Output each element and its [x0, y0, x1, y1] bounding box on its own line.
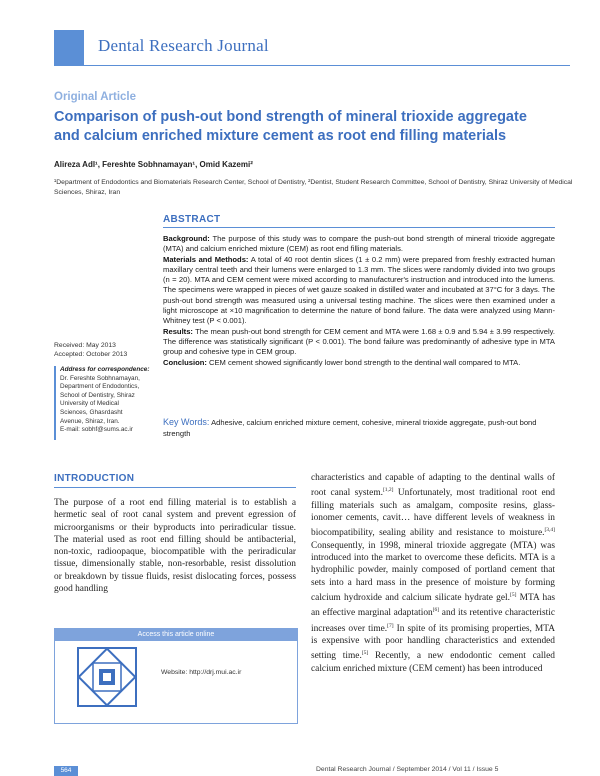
correspondence-box: Address for correspondence: Dr. Fereshte Sobhnamayan, Department of Endodontics, School of Dentistry, Shiraz University of Medical Sciences, Ghasrdasht Avenue, Shiraz, Iran. E-mail: sobhf@sums.ac.ir [54, 366, 152, 440]
keywords-label: Key Words: [163, 417, 210, 427]
received-date: Received: May 2013 [54, 342, 116, 349]
introduction-right-column: characteristics and capable of adapting to the dentinal walls of root canal system.[1,2] Unfortunately, most traditional root end filling materials such as amalgam, composite resins, glass-ionomer cements, cavit… have different levels of weakness in biocompatibility, sealing ability and resistance to moisture.[3,4] Consequently, in 1998, mineral trioxide aggregate (MTA) was introduced into the market to overcome these deficits. MTA is a hydrophilic powder, mainly composed of portland cement that sets into a hard mass in the presence of moisture by forming calcium hydroxide and calcium silicate hydrate gel.[5] MTA has an effective marginal adaptation[6] and its retentive characteristic increases over time.[7] In spite of its promising properties, MTA is expensive with poor handling characteristics and extended setting time.[5] Recently, a new endodontic cement called calcium enriched mixture (CEM cement) has been introduced [311, 473, 556, 674]
abstract-heading: ABSTRACT [163, 214, 221, 225]
article-dates [54, 341, 127, 359]
article-title [54, 108, 574, 146]
page-number: 564 [54, 766, 78, 776]
abstract-conclusion: Conclusion: CEM cement showed significantly lower bond strength to the dentinal wall compared to MTA. [163, 357, 521, 367]
access-heading: Access this article online [55, 629, 297, 641]
title-line-1: Comparison of push-out bond strength of mineral trioxide aggregate [54, 109, 527, 125]
introduction-divider [54, 487, 296, 488]
abstract-results: Results: The mean push-out bond strength for CEM cement and MTA were 1.68 ± 0.9 and 5.94 ± 3.99 respectively. The difference was statistically significant (P < 0.001). The bond failure was predominantly of adhesive type in MTA group and cohesive type in CEM group. [163, 326, 555, 357]
footer-citation: Dental Research Journal / September 2014 / Vol 11 / Issue 5 [316, 766, 499, 773]
abstract-divider [163, 227, 555, 228]
introduction-left-column: The purpose of a root end filling material is to establish a hermetic seal of root canal system and prevent egression of microorganisms or their byproducts into periradicular tissue. The material used as root end filling should be antibacterial, non-toxic, radioopaque, biocompatible with the periradicular tissue, dimensionally stable, non-resorbable, resist dissolution or breakdown by tissue fluids, resist dislocating forces, possess good handling [54, 498, 296, 595]
abstract-methods: Materials and Methods: A total of 40 root dentin slices (1 ± 0.2 mm) were prepared from freshly extracted human maxillary central teeth and their lumens were enlarged to 1.3 mm. The slices were randomly divided into two groups (n = 20). MTA and CEM cement were mixed according to manufacturer's instruction and introduced into the lumens. The specimens were wrapped in pieces of wet gauze soaked in distilled water and incubated at 37°C for 3 days. The push-out bond strength was measured using a universal testing machine. The slices were then examined under a light microscope at ×10 magnification to determine the nature of bond failure. The data were analyzed using Mann-Whitney test (P < 0.001). [163, 254, 555, 326]
abstract-background: Background: The purpose of this study was to compare the push-out bond strength of mineral trioxide aggregate (MTA) and calcium enriched mixture (CEM) as root end filling materials. [163, 234, 555, 254]
abstract-body [163, 234, 555, 368]
keywords-text: Adhesive, calcium enriched mixture cement, cohesive, mineral trioxide aggregate, push-out bond strength [163, 418, 537, 438]
correspondence-label: Address for correspondence: [60, 366, 150, 373]
journal-header-block [54, 30, 84, 66]
keywords [163, 417, 555, 439]
journal-title: Dental Research Journal [98, 36, 269, 55]
website-link[interactable]: Website: http://drj.mui.ac.ir [161, 669, 242, 676]
article-type: Original Article [54, 91, 137, 103]
introduction-heading: INTRODUCTION [54, 473, 135, 484]
header-divider [84, 65, 570, 66]
title-line-2: and calcium enriched mixture cement as root end filling materials [54, 128, 507, 144]
access-online-box [54, 628, 298, 724]
authors: Alireza Adl¹, Fereshte Sobhnamayan¹, Omid Kazemi² [54, 160, 253, 169]
affiliation: ¹Department of Endodontics and Biomaterials Research Center, School of Dentistry, ²Dentist, Student Research Committee, School of Dentistry, Shiraz University of Medical Sciences, Shiraz, Iran [54, 179, 573, 196]
accepted-date: Accepted: October 2013 [54, 351, 128, 358]
correspondence-email[interactable]: E-mail: sobhf@sums.ac.ir [60, 426, 133, 434]
journal-logo-icon [77, 647, 137, 707]
